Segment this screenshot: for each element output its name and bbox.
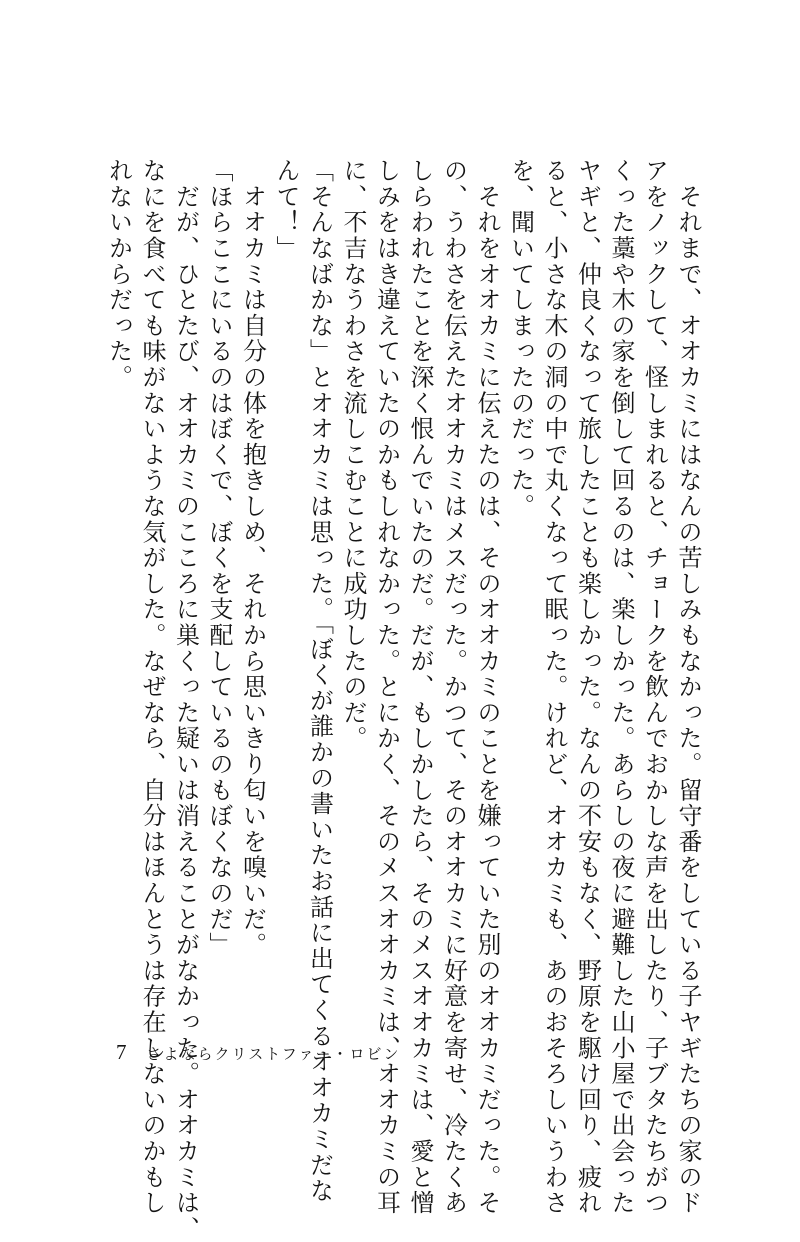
text-line: だが、ひとたび、オオカミのこころに巣くった疑いは消えることがなかった。オオカミは、 (171, 158, 200, 1242)
page-footer (116, 1040, 400, 1064)
text-line: なにを食べても味がないような気がした。なぜなら、自分はほんとうは存在しないのかもし (138, 158, 166, 1216)
text-line: 「ほらここにいるのはぼくで、ぼくを支配しているのもぼくなのだ」 (205, 158, 233, 958)
text-line: れないからだった。 (104, 158, 133, 391)
text-line: んて！」 (272, 158, 300, 262)
text-line: ヤギと、仲良くなって旅したことも楽しかった。なんの不安もなく、野原を駆け回り、疲れ (573, 158, 602, 1216)
page-number: 7 (116, 1040, 127, 1064)
running-title: さよならクリストファー・ロビン (146, 1045, 401, 1063)
text-line: それをオオカミに伝えたのは、そのオオカミのことを嫌っていた別のオオカミだった。そ (473, 158, 501, 1216)
text-line: くった藁や木の家を倒して回るのは、楽しかった。あらしの夜に避難した山小屋で出会った (607, 158, 635, 1216)
text-line: 「そんなばかな」とオオカミは思った。「ぼくが誰かの書いたお話に出てくるオオカミだな (305, 158, 334, 1204)
text-line: を、聞いてしまったのだった。 (506, 158, 535, 520)
text-line: オオカミは自分の体を抱きしめ、それから思いきり匂いを嗅いだ。 (238, 158, 267, 958)
text-line: の、うわさを伝えたオオカミはメスだった。かつて、そのオオカミに好意を寄せ、冷たくあ (439, 158, 468, 1216)
text-line: アをノックして、怪しまれると、チョークを飲んでおかしな声を出したり、子ブタたちがつ (640, 158, 669, 1216)
text-line: しみをはき違えていたのかもしれなかった。とにかく、そのメスオオカミは、オオカミの耳 (372, 158, 401, 1216)
text-line: に、不吉なうわさを流しこむことに成功したのだ。 (339, 158, 367, 752)
text-line: ると、小さな木の洞の中で丸くなって眠った。けれど、オオカミも、あのおそろしいうわさ (540, 158, 568, 1216)
text-line: それまで、オオカミにはなんの苦しみもなかった。留守番をしている子ヤギたちの家のド (674, 158, 702, 1216)
text-line: しらわれたことを深く恨んでいたのだ。だが、もしかしたら、そのメスオオカミは、愛と憎 (406, 158, 434, 1216)
